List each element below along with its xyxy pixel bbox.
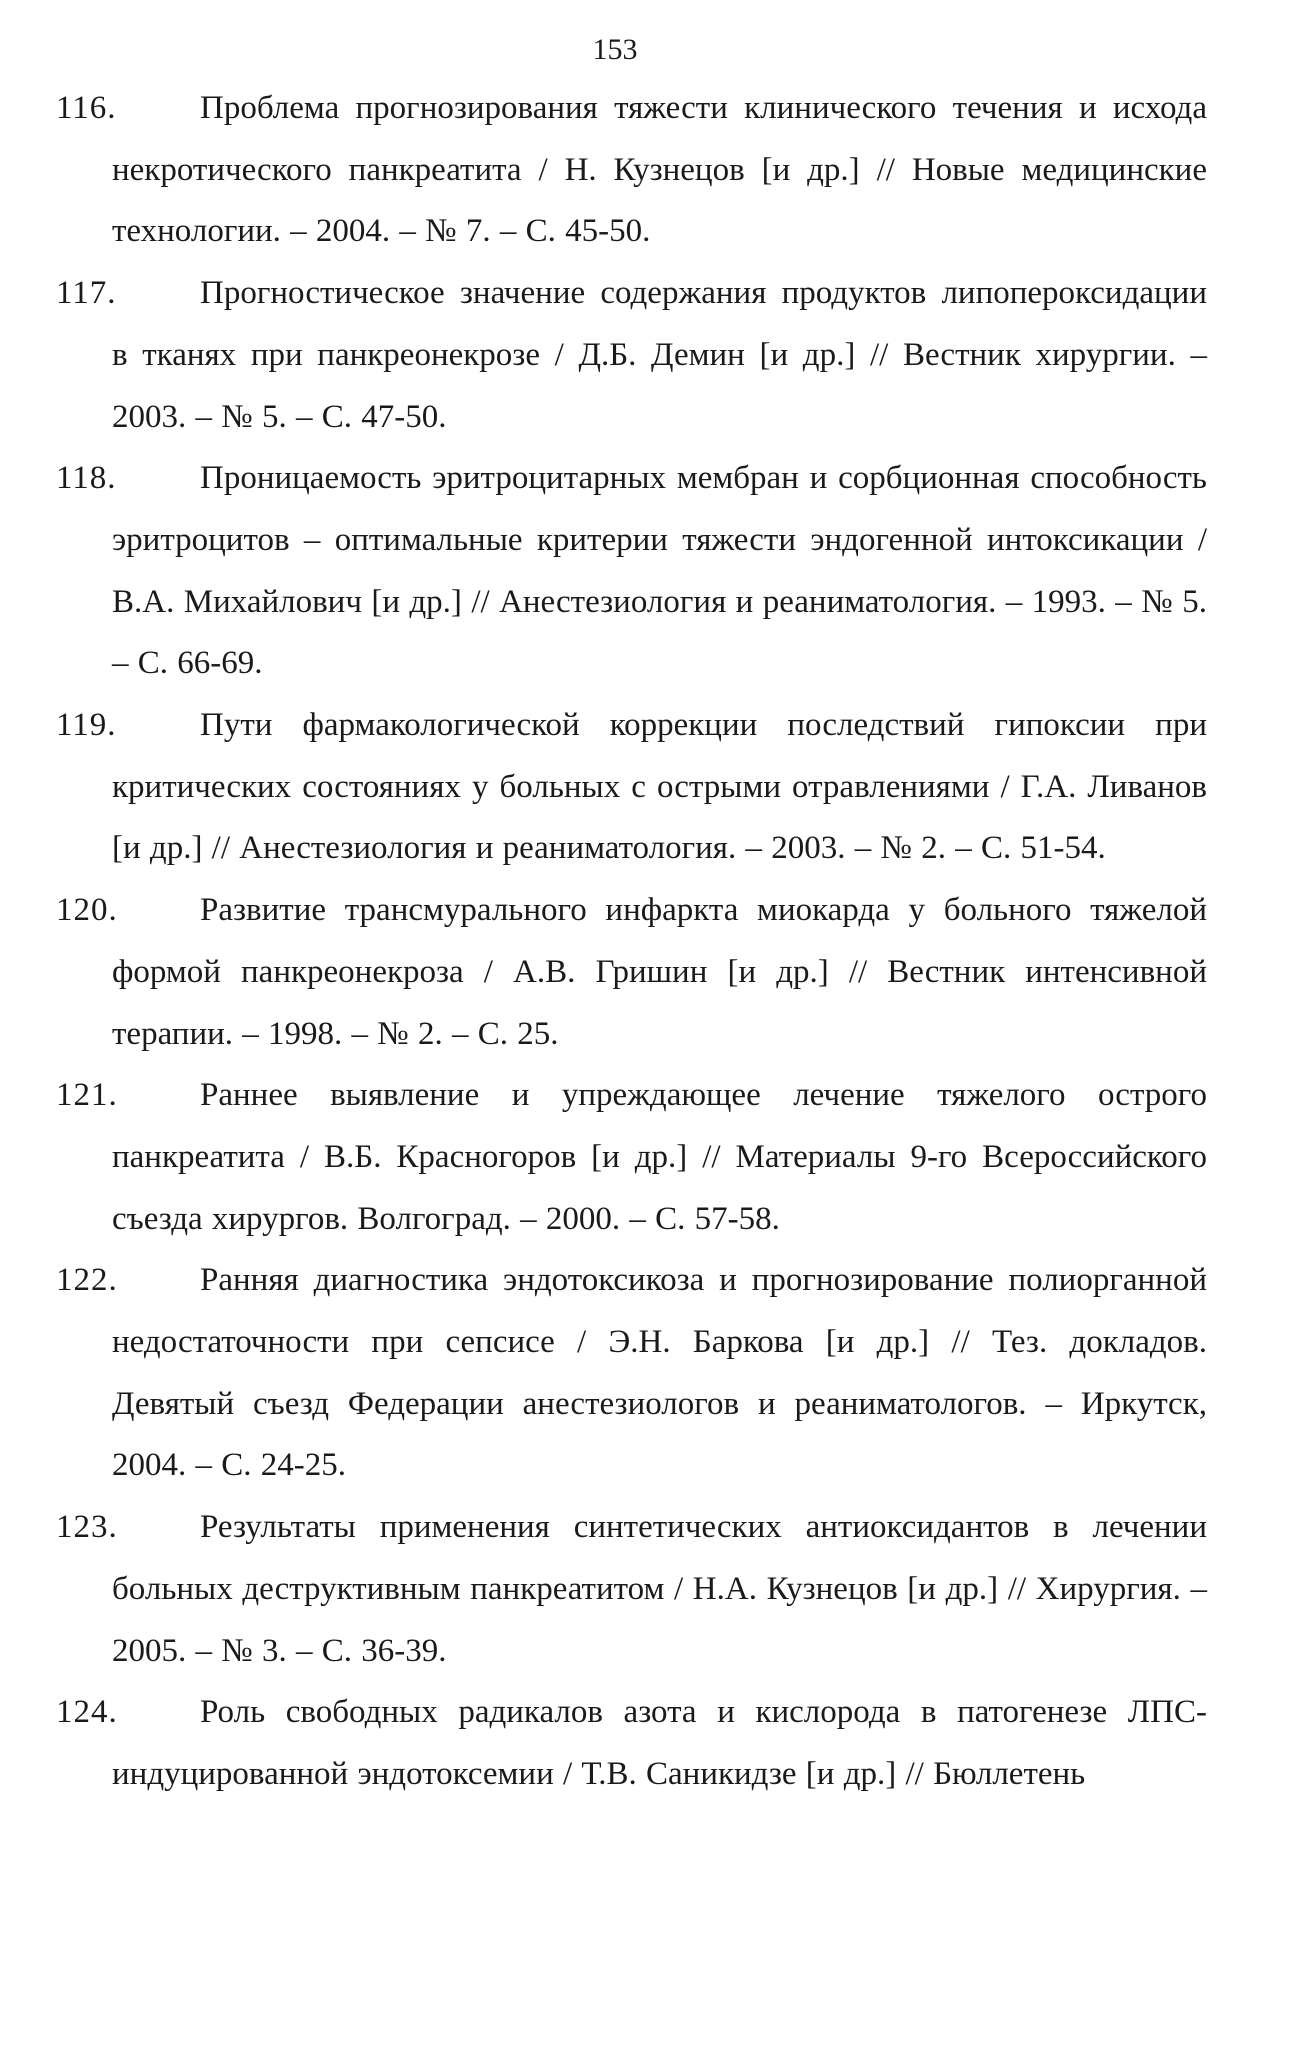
reference-item [56,448,1207,695]
reference-number: 121. [56,1077,118,1114]
reference-text: Развитие трансмурального инфаркта миокарда у больного тяжелой формой панкреонекроза / А.В. Гришин [и др.] // Вестник интенсивной терапии. – 1998. – № 2. – С. 25. [112,892,1207,1052]
page-number: 153 [592,33,638,66]
reference-item [56,1682,1207,1805]
reference-text: Пути фармакологической коррекции последствий гипоксии при критических состояниях у больных с острыми отравлениями / Г.А. Ливанов [и др.] // Анестезиология и реаниматология. – 2003. – № 2. – С. 51-54. [112,707,1207,867]
reference-text: Ранняя диагностика эндотоксикоза и прогнозирование полиорганной недостаточности при сепсисе / Э.Н. Баркова [и др.] // Тез. докладов. Девятый съезд Федерации анестезиологов и реаниматологов. – Иркутск, 2004. – С. 24-25. [112,1262,1207,1484]
reference-number: 117. [56,275,117,312]
reference-item [56,695,1207,880]
reference-text: Проблема прогнозирования тяжести клинического течения и исхода некротического панкреатита / Н. Кузнецов [и др.] // Новые медицинские технологии. – 2004. – № 7. – С. 45-50. [112,90,1207,250]
reference-number: 120. [56,892,118,929]
reference-item [56,1065,1207,1250]
reference-text: Результаты применения синтетических антиоксидантов в лечении больных деструктивным панкреатитом / Н.А. Кузнецов [и др.] // Хирургия. – 2005. – № 3. – С. 36-39. [112,1509,1207,1669]
reference-number: 123. [56,1509,118,1546]
reference-text: Прогностическое значение содержания продуктов липопероксидации в тканях при панкреонекрозе / Д.Б. Демин [и др.] // Вестник хирургии. – 2003. – № 5. – С. 47-50. [112,275,1207,435]
reference-number: 116. [56,90,117,126]
reference-text: Роль свободных радикалов азота и кислорода в патогенезе ЛПС-индуцированной эндотоксемии / Т.В. Саникидзе [и др.] // Бюллетень [112,1694,1207,1792]
reference-number: 122. [56,1262,118,1299]
reference-number: 124. [56,1694,118,1731]
reference-item [56,880,1207,1065]
reference-number: 119. [56,707,117,744]
reference-item [56,263,1207,448]
reference-item [56,1250,1207,1497]
reference-number: 118. [56,460,117,497]
reference-text: Проницаемость эритроцитарных мембран и сорбционная способность эритроцитов – оптимальные критерии тяжести эндогенной интоксикации / В.А. Михайлович [и др.] // Анестезиология и реаниматология. – 1993. – № 5. – С. 66-69. [112,460,1207,682]
reference-text: Раннее выявление и упреждающее лечение тяжелого острого панкреатита / В.Б. Красногоров [и др.] // Материалы 9-го Всероссийского съезда хирургов. Волгоград. – 2000. – С. 57-58. [112,1077,1207,1237]
reference-item [56,1497,1207,1682]
reference-list [56,78,1207,1806]
reference-item [56,78,1207,263]
